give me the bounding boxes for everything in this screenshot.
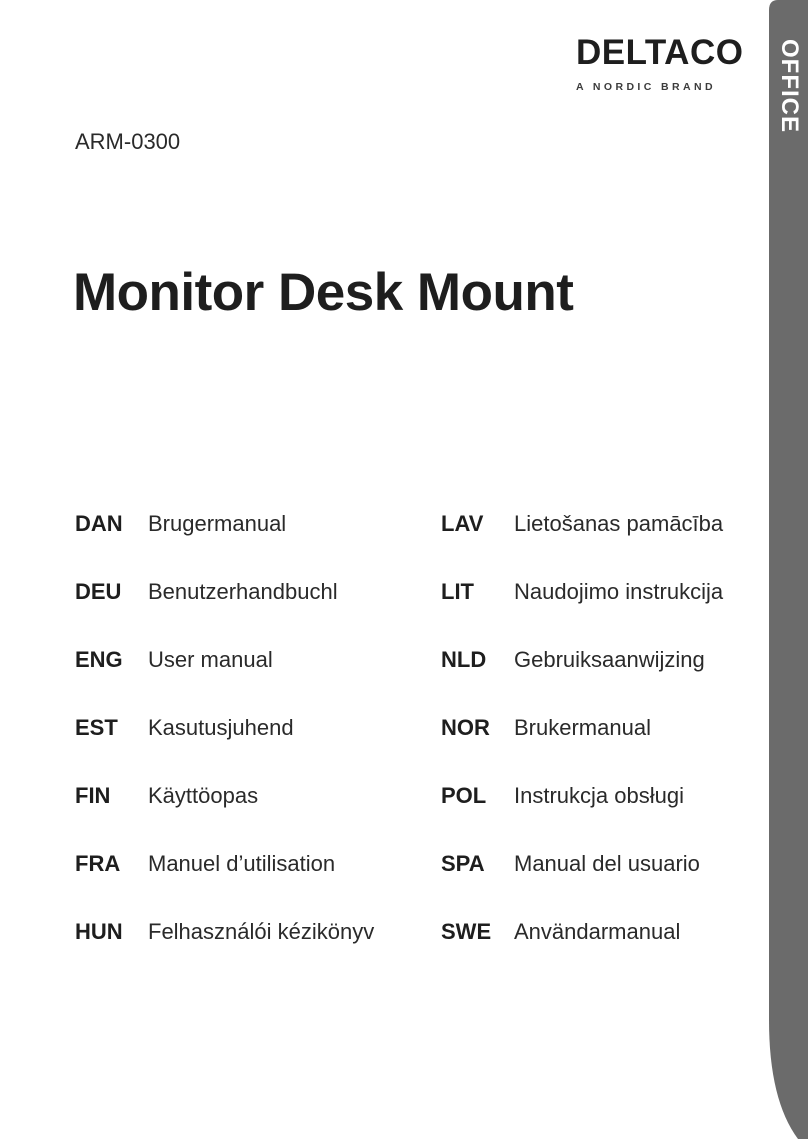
language-column-right	[441, 507, 781, 983]
language-item	[75, 711, 415, 779]
language-code: HUN	[75, 919, 123, 944]
language-manual-name: Brukermanual	[514, 715, 651, 740]
language-code: LIT	[441, 579, 474, 604]
language-manual-name: Lietošanas pamācība	[514, 511, 724, 536]
language-item	[75, 507, 415, 575]
language-code: FRA	[75, 851, 121, 876]
language-item	[75, 847, 415, 915]
language-manual-name: Instrukcja obsługi	[514, 783, 684, 808]
language-code: SPA	[441, 851, 485, 876]
language-manual-name: Kasutusjuhend	[148, 715, 294, 740]
language-manual-name: Manuel d’utilisation	[148, 851, 336, 876]
language-code: ENG	[75, 647, 123, 672]
language-item	[441, 507, 781, 575]
language-code: DEU	[75, 579, 122, 604]
language-manual-name: Benutzerhandbuchl	[148, 579, 338, 604]
language-item	[75, 779, 415, 847]
office-label	[772, 36, 806, 136]
language-code: POL	[441, 783, 487, 808]
language-code: EST	[75, 715, 118, 740]
language-item	[441, 915, 781, 983]
language-column-left	[75, 507, 415, 983]
language-item	[441, 643, 781, 711]
language-item	[441, 575, 781, 643]
language-item	[441, 779, 781, 847]
language-manual-name: Naudojimo instrukcija	[514, 579, 724, 604]
document-title: Monitor Desk Mount	[73, 263, 574, 322]
language-item	[75, 915, 415, 983]
deltaco-logo	[576, 33, 744, 93]
language-manual-name: Käyttöopas	[148, 783, 259, 808]
logo-brand-name: DELTACO	[576, 33, 744, 72]
language-manual-name: Användarmanual	[514, 919, 681, 944]
logo-tagline: A NORDIC BRAND	[576, 81, 716, 93]
language-item	[441, 847, 781, 915]
language-code: SWE	[441, 919, 492, 944]
language-manual-name: Gebruiksaanwijzing	[514, 647, 705, 672]
office-label-text: OFFICE	[776, 39, 803, 133]
language-code: NOR	[441, 715, 490, 740]
language-code: DAN	[75, 511, 123, 536]
model-number: ARM-0300	[75, 129, 181, 154]
language-item	[441, 711, 781, 779]
language-code: LAV	[441, 511, 484, 536]
language-manual-name: User manual	[148, 647, 273, 672]
language-code: FIN	[75, 783, 111, 808]
language-manual-name: Brugermanual	[148, 511, 287, 536]
language-manual-name: Manual del usuario	[514, 851, 700, 876]
language-item	[75, 643, 415, 711]
language-item	[75, 575, 415, 643]
language-manual-name: Felhasználói kézikönyv	[148, 919, 375, 944]
language-code: NLD	[441, 647, 487, 672]
